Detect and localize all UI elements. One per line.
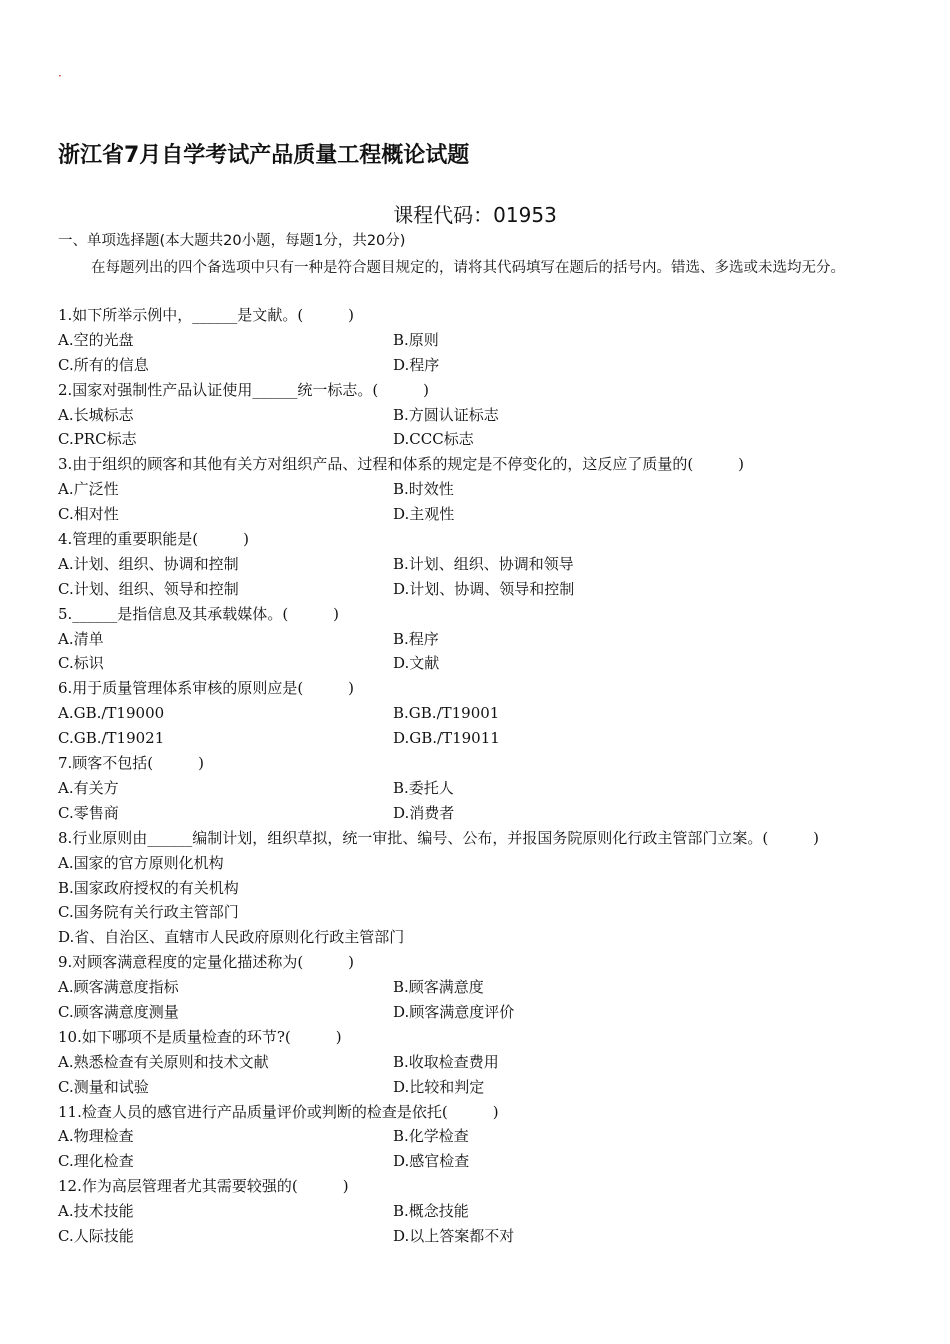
option-b: B.原则 [393,330,439,349]
option-row [58,726,898,751]
option-row [58,1075,898,1100]
question-stem: 3.由于组织的顾客和其他有关方对组织产品、过程和体系的规定是不停变化的，这反应了质量的( ) [58,455,745,474]
option-d: D.文献 [393,654,440,673]
option-row [58,1000,898,1025]
option-c: C.顾客满意度测量 [58,1002,179,1021]
option-row [58,552,898,577]
option-d: D.计划、协调、领导和控制 [393,579,575,598]
option-row [58,651,898,676]
page-marker: · [58,69,62,83]
option-b: B.概念技能 [393,1202,469,1221]
instruction-text: 在每题列出的四个备选项中只有一种是符合题目规定的，请将其代码填写在题后的括号内。错选、多选或未选均无分。 [91,260,845,276]
option-c: C.人际技能 [58,1226,134,1245]
question-stem: 9.对顾客满意程度的定量化描述称为( ) [58,953,355,972]
option-row [58,1124,898,1149]
option-b: B.国家政府授权的有关机构 [58,878,239,897]
option-c: C.理化检查 [58,1152,134,1171]
option-row [58,801,898,826]
option-d: D.消费者 [393,803,455,822]
option-b: B.收取检查费用 [393,1052,499,1071]
option-d: D.程序 [393,355,440,374]
option-row [58,353,898,378]
option-d: D.感官检查 [393,1152,470,1171]
question-stem: 1.如下所举示例中，______是文献。( ) [58,306,355,324]
option-row [58,427,898,452]
question-stem: 2.国家对强制性产品认证使用______统一标志。( ) [58,380,430,399]
question-list [58,303,898,1249]
option-row [58,1149,898,1174]
option-row [58,577,898,602]
option-row [58,477,898,502]
option-row [58,975,898,1000]
option-a: A.熟悉检查有关原则和技术文献 [58,1052,269,1071]
option-c: C.PRC标志 [58,430,137,449]
option-a: A.技术技能 [58,1202,134,1221]
section-heading: 一、单项选择题(本大题共20小题，每题1分，共20分) [58,233,406,249]
option-c: C.零售商 [58,803,119,822]
option-a: A.顾客满意度指标 [58,978,179,997]
question-stem: 7.顾客不包括( ) [58,754,205,773]
question-stem: 12.作为高层管理者尤其需要较强的( ) [58,1177,349,1196]
option-c: C.相对性 [58,505,119,524]
option-b: B.时效性 [393,480,454,499]
option-c: C.测量和试验 [58,1077,149,1096]
option-c: C.所有的信息 [58,355,149,374]
option-row [58,1224,898,1249]
question-stem: 8.行业原则由______编制计划，组织草拟，统一审批、编号、公布，并报国务院原则化行政主管部门立案。( ) [58,828,820,847]
option-row [58,328,898,353]
question-stem: 11.检查人员的感官进行产品质量评价或判断的检查是依托( ) [58,1102,499,1121]
option-a: A.广泛性 [58,480,119,499]
option-c: C.GB./T19021 [58,729,165,748]
question-stem: 10.如下哪项不是质量检查的环节?( ) [58,1027,342,1046]
option-d: D.以上答案都不对 [393,1226,515,1245]
option-d: D.省、自治区、直辖市人民政府原则化行政主管部门 [58,928,405,947]
option-b: B.顾客满意度 [393,978,484,997]
option-a: A.长城标志 [58,405,134,424]
option-row [58,1199,898,1224]
option-row [58,701,898,726]
question-stem: 4.管理的重要职能是( ) [58,530,250,549]
option-b: B.委托人 [393,778,454,797]
option-c: C.计划、组织、领导和控制 [58,579,239,598]
option-a: A.物理检查 [58,1127,134,1146]
option-d: D.比较和判定 [393,1077,485,1096]
option-a: A.有关方 [58,778,119,797]
question-stem: 5.______是指信息及其承载媒体。( ) [58,604,340,623]
option-b: B.程序 [393,629,439,648]
option-c: C.标识 [58,654,104,673]
option-row [58,776,898,801]
option-d: D.CCC标志 [393,430,474,449]
option-d: D.主观性 [393,505,455,524]
course-code: 课程代码：01953 [393,203,557,227]
option-d: D.GB./T19011 [393,729,500,748]
option-a: A.GB./T19000 [58,704,165,723]
option-row [58,502,898,527]
option-d: D.顾客满意度评价 [393,1002,515,1021]
option-a: A.国家的官方原则化机构 [58,853,224,872]
option-a: A.清单 [58,629,104,648]
option-c: C.国务院有关行政主管部门 [58,903,239,922]
option-a: A.空的光盘 [58,330,134,349]
option-row [58,1050,898,1075]
page-title: 浙江省7月自学考试产品质量工程概论试题 [58,143,470,168]
option-row [58,403,898,428]
option-b: B.化学检查 [393,1127,469,1146]
option-a: A.计划、组织、协调和控制 [58,554,239,573]
option-b: B.方圆认证标志 [393,405,499,424]
option-row [58,627,898,652]
option-b: B.GB./T19001 [393,704,500,723]
question-stem: 6.用于质量管理体系审核的原则应是( ) [58,679,355,698]
option-b: B.计划、组织、协调和领导 [393,554,574,573]
